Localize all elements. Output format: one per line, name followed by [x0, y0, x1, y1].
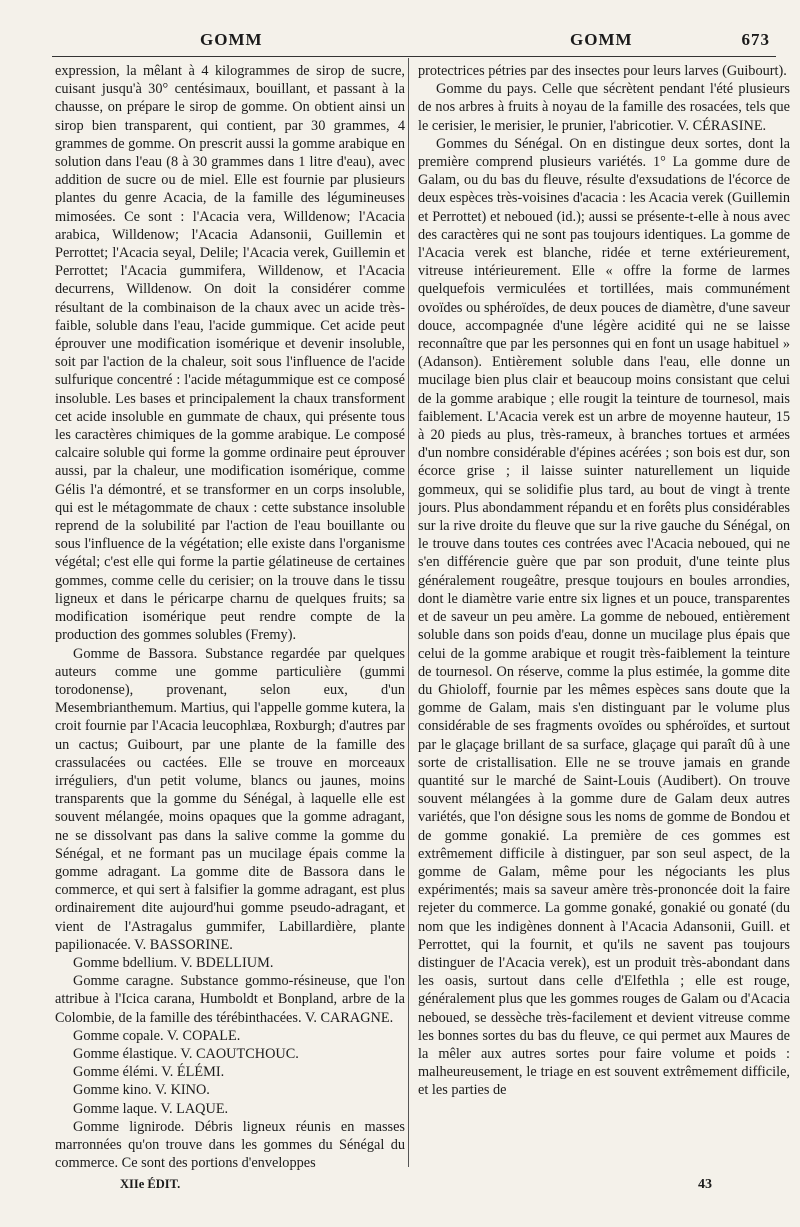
- running-header: [52, 28, 776, 54]
- page-number: 673: [741, 30, 770, 49]
- header-rule: [52, 56, 776, 57]
- entry-gommes-du-senegal: Gommes du Sénégal. On en distingue deux sortes, dont la première comprend plusieurs variétés. 1° La gomme dure de Galam, ou du bas du fleuve, résulte d'exsudations de l'écorce de deux espèces très-voisines d'acacia : les Acacia verek (Guillemin et Perrottet) et neboued (id.); aussi se présente-t-elle à nous avec des caractères qui ne sont pas toujours identiques. La gomme de l'Acacia verek est blanche, ridée et terne extérieurement, vitreuse intérieurement. Elle « offre la forme de larmes quelquefois vermiculées et tortillées, mais communément ovoïdes ou sphéroïdes, de deux pouces de diamètre, d'une saveur douce, accompagnée d'une légère acidité qui ne se laisse reconnaître que par les personnes qui en font un usage habituel » (Adanson). Entièrement soluble dans l'eau, elle donne un mucilage bien plus clair et beaucoup moins consistant que celui de la gomme arabique ; elle rougit la teinture de tournesol, mais faiblement. L'Acacia verek est un arbre de moyenne hauteur, 15 à 20 pieds au plus, très-rameux, à branches tortues et armées d'un nombre considérable d'épines acérées ; son bois est dur, son écorce grise ; il laisse suinter naturellement un liquide gommeux, qui se solidifie plus tard, au bout de vingt à trente jours. Plus abondamment répandu et en forêts plus considérables sur la rive droite du fleuve que sur la rive gauche du Sénégal, on le trouve dans toutes ces contrées avec l'Acacia neboued, qui ne s'en différencie guère que par son produit, d'une teinte plus généralement rougeâtre, presque toujours en boules arrondies, dont le diamètre varie entre six lignes et un pouce, transparentes et de saveur un peu amère. La gomme de neboued, entièrement soluble dans son poids d'eau, donne un mucilage plus épais que celui de la gomme arabique et rougit très-faiblement la teinture de tournesol. On réserve, comme la plus estimée, la gomme dite du Ghioloff, fournie par les mêmes espèces sans doute que la gomme de Galam, mais s'en distinguant par le volume plus considérable de ses fragments ovoïdes ou sphéroïdes, et surtout par le glaçage brillant de sa surface, glaçage qui paraît dû à une sorte de cristallisation. Elle ne se trouve jamais en grande quantité sur le marché de Saint-Louis (Audibert). On trouve souvent mélangées à la gomme dure de Galam deux autres variétés, que l'on désigne sous les noms de gomme de Bondou et de gomme gonakié. La première de ces gommes est extrêmement difficile à distinguer, par son seul aspect, de la gomme de Galam, même pour les négociants les plus expérimentés; mais sa saveur amère très-prononcée doit la faire rejeter du commerce. La gomme gonaké, gonakié ou gonaté (du nom que les indigènes donnent à l'Acacia Adansonii, Guill. et Perrottet, qui la fournit, et qu'ils ne savent pas toujours distinguer de l'Acacia verek), est un produit très-abondant dans les oasis, surtout dans celle d'Elfethla ; elle est rouge, généralement plus que les gommes rouges de Galam ou d'Acacia neboued, se dessèche très-facilement et devient vitreuse comme les bonnes sortes du bas du fleuve, ce qui permet aux Maures de la mêler aux autres sortes pour faire volume et poids : malheureusement, le triage en est souvent extrêmement difficile, et les parties de: [418, 135, 790, 1099]
- column-divider: [408, 58, 409, 1167]
- entry-gomme-laque: Gomme laque. V. LAQUE.: [73, 1100, 229, 1117]
- entry-gomme-elastique: Gomme élastique. V. CAOUTCHOUC.: [73, 1045, 299, 1062]
- edition-mark: XIIe ÉDIT.: [120, 1177, 181, 1191]
- entry-gomme-bdellium: Gomme bdellium. V. BDELLIUM.: [73, 954, 274, 971]
- signature-number: 43: [698, 1177, 712, 1192]
- entry-gomme-elemi: Gomme élémi. V. ÉLÉMI.: [73, 1064, 225, 1081]
- left-column: [55, 62, 405, 1182]
- paragraph: expression, la mêlant à 4 kilogrammes de sirop de sucre, cuisant jusqu'à 30° centésimaux, bouillant, et passant à la chausse, on prépare le sirop de gomme. On obtient ainsi un sirop bien transparent, qui contient, par 30 grammes, 4 grammes de gomme. On prescrit aussi la gomme arabique en solution dans l'eau (8 à 30 grammes dans 1 litre d'eau), avec addition de sucre ou de miel. Elle est fournie par plusieurs plantes du genre Acacia, de la famille des légumineuses mimosées. Ce sont : l'Acacia vera, Willdenow; l'Acacia arabica, Willdenow; l'Acacia Adansonii, Guillemin et Perrottet; l'Acacia seyal, Delile; l'Acacia verek, Guillemin et Perrottet; l'Acacia gummifera, Willdenow, et l'Acacia decurrens, Willdenow. On doit la considérer comme résultant de la combinaison de la chaux avec un acide très-faible, soluble dans l'eau, l'acide gummique. Cet acide peut éprouver une modification isomérique et devenir insoluble, soit par l'action de la chaleur, soit sous l'influence de l'acide sulfurique concentré : l'acide métagummique est ce composé insoluble. Les bases et principalement la chaux transforment cet acide insoluble en gummate de chaux, qui présente tous les caractères chimiques de la gomme arabique. Le composé calcaire soluble qui forme la gomme ordinaire peut éprouver aussi, par la chaleur, une modification isomérique, comme Gélis l'a démontré, et se transformer en un corps insoluble, qui est le métagommate de chaux : cette substance insoluble reprend de la solubilité par l'action de l'eau bouillante ou sous l'influence de la végétation; elle existe dans l'organisme végétal; c'est elle qui forme la partie gélatineuse de certaines gommes, comme celle du cerisier; on la trouve dans le tissu ligneux et dans le péricarpe charnu de quelques fruits; sa modification isomérique peut rendre compte de la production des gommes solubles (Fremy).: [55, 63, 405, 644]
- header-left-title: GOMM: [200, 30, 263, 49]
- entry-gomme-lignirode: Gomme lignirode. Débris ligneux réunis en masses marronnées qu'on trouve dans les gommes du Sénégal du commerce. Ce sont des portions d'enveloppes: [55, 1118, 405, 1172]
- entry-gomme-caragne: Gomme caragne. Substance gommo-résineuse, que l'on attribue à l'Icica carana, Humboldt et Bonpland, arbre de la Colombie, de la famille des térébinthacées. V. CARAGNE.: [55, 973, 405, 1026]
- entry-gomme-kino: Gomme kino. V. KINO.: [73, 1082, 210, 1099]
- entry-gomme-copale: Gomme copale. V. COPALE.: [73, 1027, 241, 1044]
- entry-gomme-du-pays: Gomme du pays. Celle que sécrètent pendant l'été plusieurs de nos arbres à fruits à noyau de la famille des rosacées, tels que le cerisier, le merisier, le prunier, l'abricotier. V. CÉRASINE.: [418, 81, 790, 134]
- page-footer: [52, 1177, 776, 1197]
- paragraph: protectrices pétries par des insectes pour leurs larves (Guibourt).: [418, 63, 787, 79]
- entry-gomme-de-bassora: Gomme de Bassora. Substance regardée par quelques auteurs comme une gomme particulière (gummi torodonense), provenant, selon eux, d'un Mesembrianthemum. Martius, qui l'appelle gomme kutera, la croit fournie par l'Acacia leucophlæa, Roxburgh; d'autres par un cactus; Guibourt, par une plante de la famille des crassulacées ou cactées. Elle se trouve en morceaux irréguliers, d'un petit volume, blancs ou jaunes, moins transparents que la gomme du Sénégal, à laquelle elle est souvent mélangée, moins opaques que la gomme adragant, ne se dissolvant pas dans la salive comme la gomme du Sénégal, et ne formant pas un mucilage épais comme la gomme adragant. La gomme dite de Bassora dans le commerce, et qui sert à falsifier la gomme adragant, est plus ordinairement dite aujourd'hui gomme pseudo-adragant, et vient de l'Astragalus gummifer, Labillardière, plante papilionacée. V. BASSORINE.: [55, 645, 405, 953]
- right-column: [418, 62, 790, 1182]
- header-right-title: GOMM: [570, 30, 633, 49]
